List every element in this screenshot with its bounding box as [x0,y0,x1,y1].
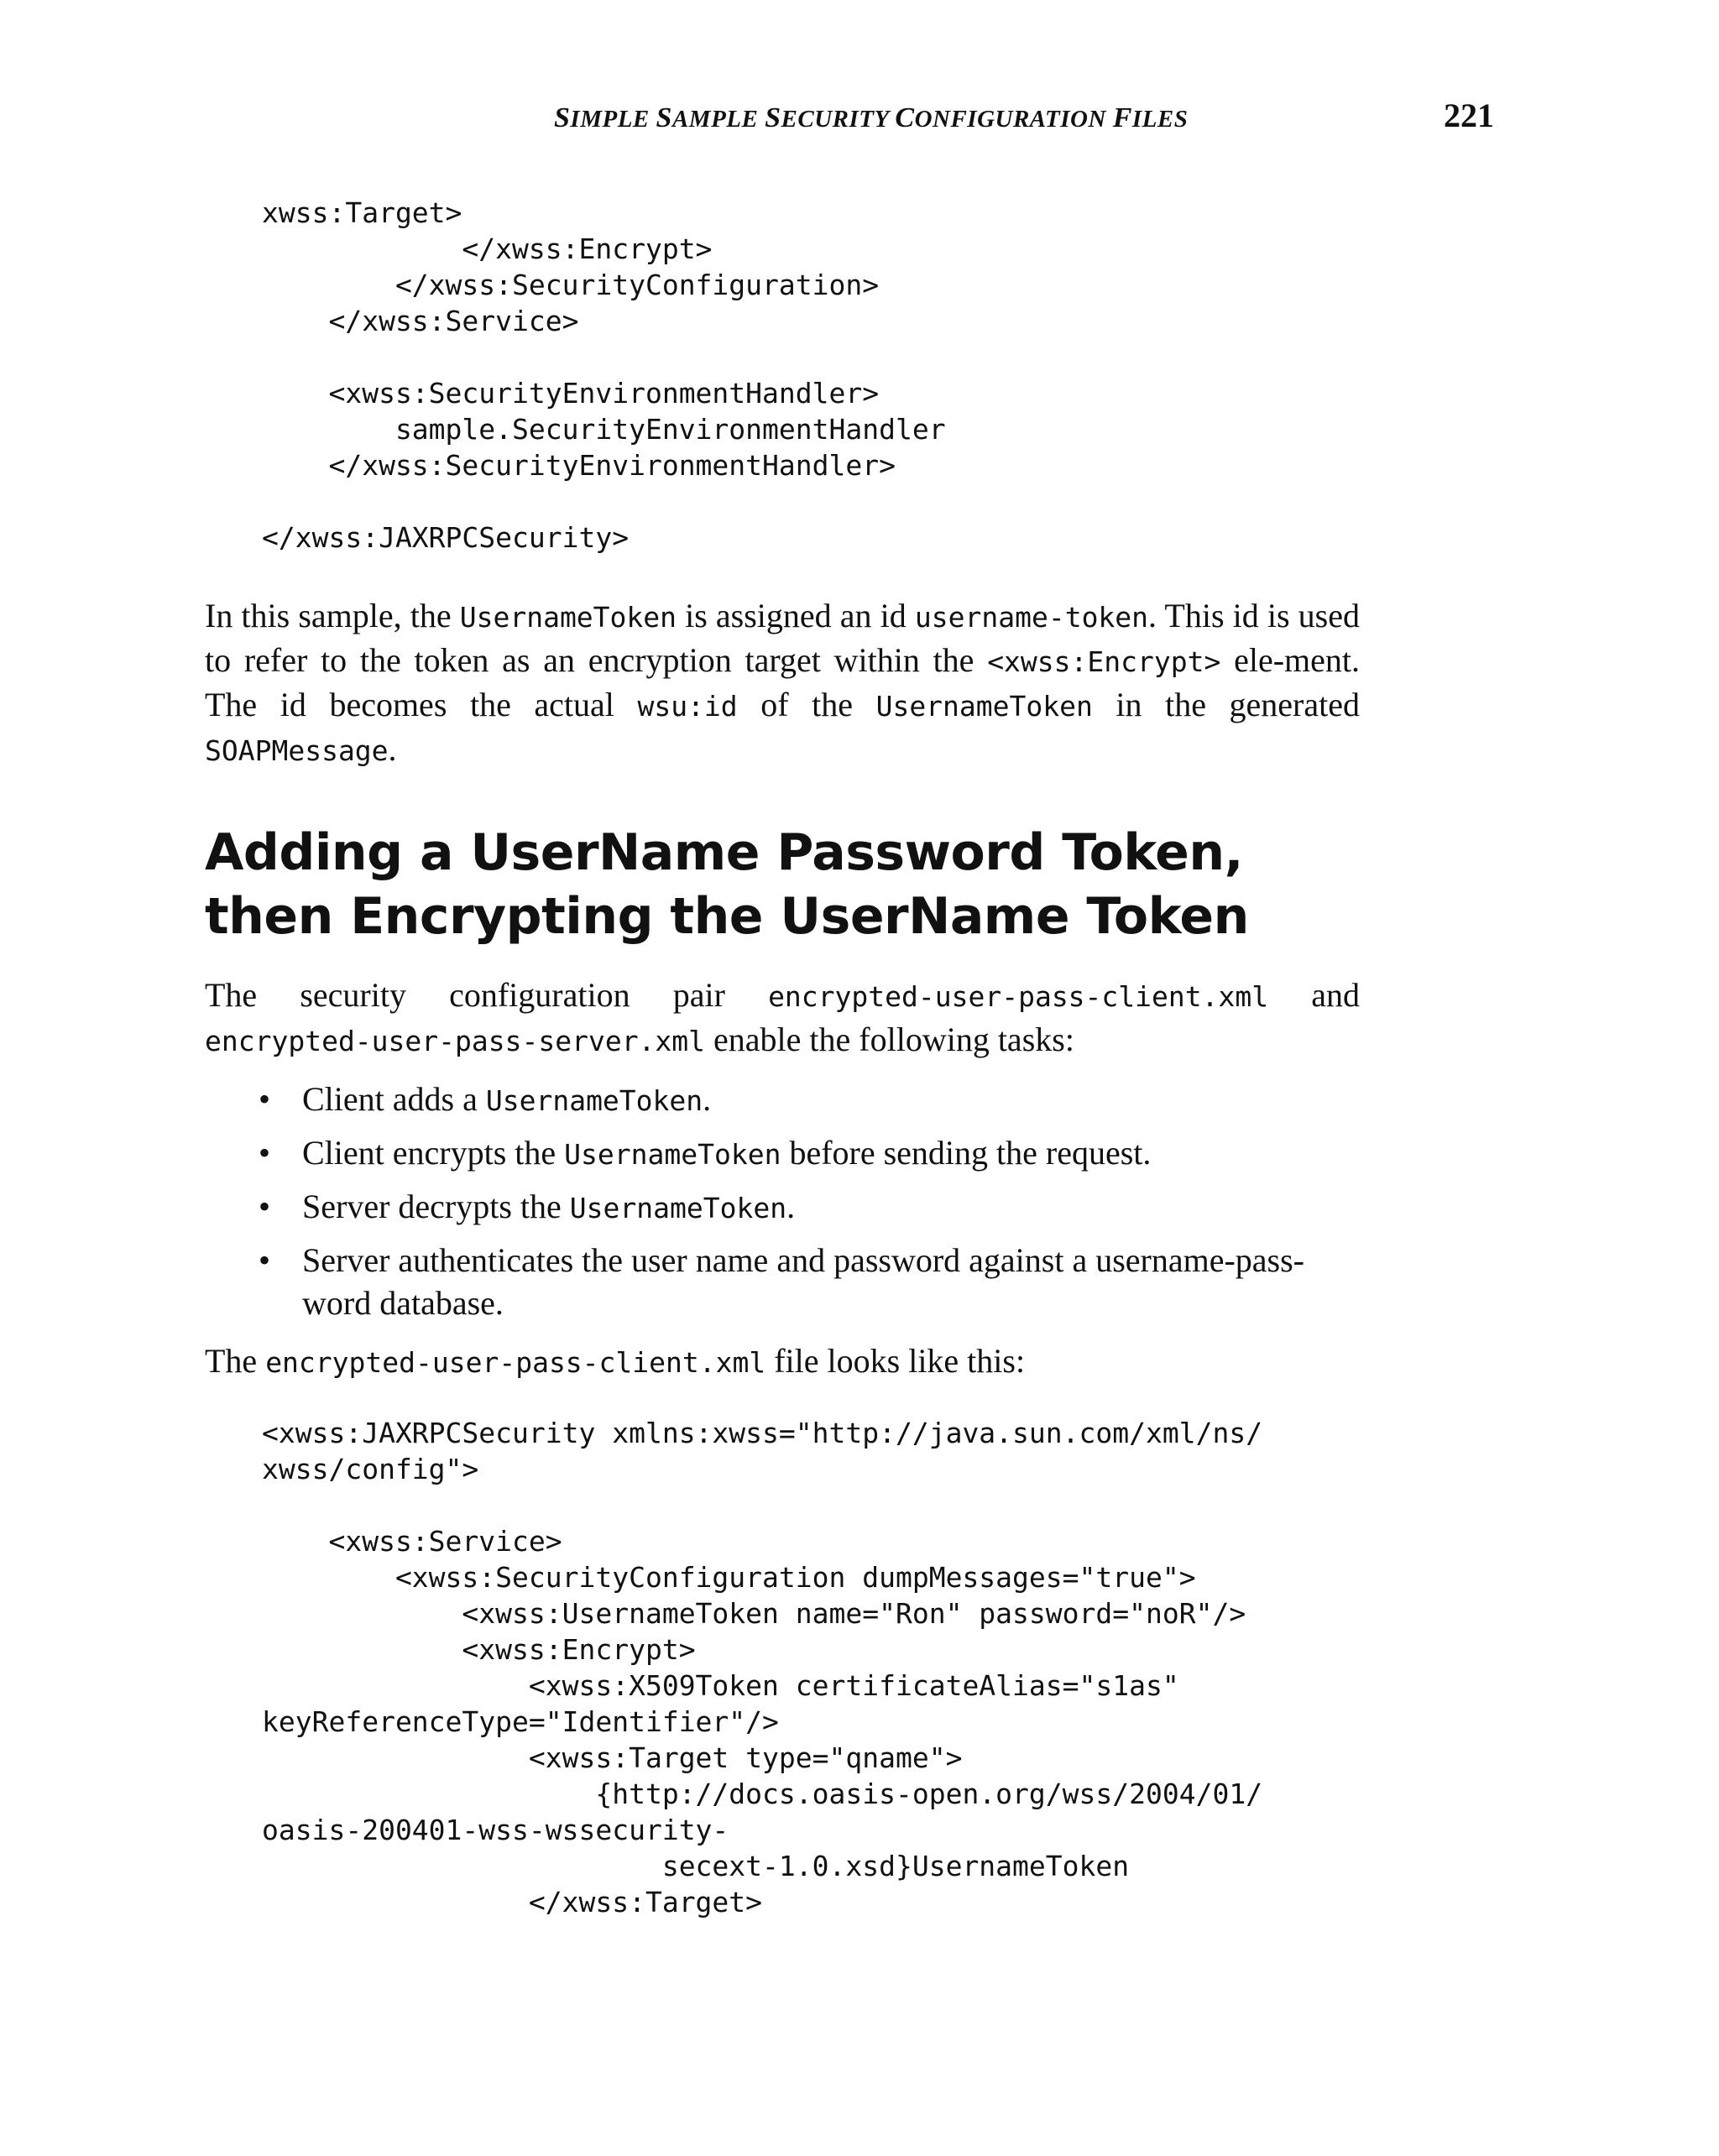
inline-code: UsernameToken [875,690,1093,723]
code-listing-client-xml [262,1415,1262,1920]
text-run: Client encrypts the [302,1134,565,1172]
code-line: <xwss:SecurityConfiguration dumpMessages="true"> [262,1561,1196,1594]
code-line: </xwss:SecurityEnvironmentHandler> [262,449,896,482]
text-run: in the generated [1092,686,1360,723]
text-run: . [703,1080,712,1118]
text-run: file looks like this: [765,1342,1026,1380]
task-list-item [252,1131,1360,1176]
bullet-marker: • [259,1188,271,1225]
inline-code: wsu:id [637,690,738,723]
code-line: {http://docs.oasis-open.org/wss/2004/01/ [262,1778,1263,1810]
code-line: xwss:Target> [262,196,462,229]
inline-code: username-token [914,601,1149,634]
code-line: </xwss:Service> [262,305,579,337]
text-run: is assigned an id [677,597,915,634]
text-run: ele-ment. The id becomes the actual [205,641,1361,723]
bullet-marker: • [259,1080,271,1118]
text-run: The security configuration pair [205,976,769,1014]
code-listing-top [262,195,946,556]
text-run: The [205,1342,266,1380]
code-line: <xwss:JAXRPCSecurity xmlns:xwss="http://java.sun.com/xml/ns/ [262,1417,1263,1449]
running-title-rest: ONFIGURATION [914,106,1113,133]
inline-code: UsernameToken [485,1084,703,1117]
task-list-item [252,1239,1360,1324]
page-number: 221 [1444,97,1494,134]
text-run: . This id is used to refer to the token as an encryption target within the [205,597,1360,679]
inline-code: UsernameToken [569,1192,787,1224]
running-title-initial: F [1112,102,1132,133]
code-line: <xwss:Encrypt> [262,1633,696,1666]
inline-code: SOAPMessage [205,734,389,767]
code-line: </xwss:JAXRPCSecurity> [262,521,630,554]
code-line: </xwss:Encrypt> [262,232,713,265]
code-line: <xwss:Target type="qname"> [262,1741,963,1774]
task-list [252,1078,1360,1334]
inline-code: encrypted-user-pass-client.xml [768,980,1269,1013]
running-title-rest: ECURITY [781,106,896,133]
bullet-marker: • [259,1134,271,1172]
inline-code: encrypted-user-pass-server.xml [205,1025,706,1057]
text-run: Server decrypts the [302,1188,570,1225]
text-run: before sending the request. [781,1134,1152,1172]
running-title-initial: S [554,102,571,133]
text-run: of the [737,686,876,723]
code-line: sample.SecurityEnvironmentHandler [262,413,946,446]
inline-code: UsernameToken [459,601,677,634]
running-title-rest: IMPLE [570,106,656,133]
inline-code: UsernameToken [564,1138,781,1171]
paragraph-username-token-id [205,594,1360,772]
task-list-item [252,1078,1360,1122]
code-line: keyReferenceType="Identifier"/> [262,1705,779,1738]
code-line: oasis-200401-wss-wssecurity- [262,1814,729,1846]
running-title [554,102,1188,134]
paragraph-config-pair [205,974,1360,1062]
text-run: and [1268,976,1360,1014]
bullet-marker: • [259,1241,271,1279]
inline-code: <xwss:Encrypt> [987,645,1221,678]
text-run: Server authenticates the user name and password against a username-pass-word database. [302,1241,1305,1322]
text-run: In this sample, the [205,597,460,634]
running-title-rest: AMPLE [671,106,765,133]
running-title-initial: C [895,102,915,133]
code-line: <xwss:Service> [262,1525,562,1558]
code-line: secext-1.0.xsd}UsernameToken [262,1850,1130,1882]
code-line: </xwss:SecurityConfiguration> [262,269,880,301]
task-list-item [252,1185,1360,1229]
paragraph-client-file-intro [205,1339,1360,1384]
code-line: </xwss:Target> [262,1886,763,1918]
code-line: <xwss:X509Token certificateAlias="s1as" [262,1669,1179,1702]
section-heading: Adding a UserName Password Token, then Encrypting the UserName Token [205,823,1249,946]
text-run: . [786,1188,796,1225]
running-title-initial: S [765,102,781,133]
code-line: xwss/config"> [262,1453,479,1485]
inline-code: encrypted-user-pass-client.xml [265,1346,766,1379]
running-title-rest: ILES [1131,106,1189,133]
text-run: enable the following tasks: [705,1021,1074,1058]
text-run: Client adds a [302,1080,486,1118]
text-run: . [388,730,397,768]
code-line: <xwss:SecurityEnvironmentHandler> [262,377,880,410]
running-title-initial: S [656,102,672,133]
running-head [0,97,1719,144]
code-line: <xwss:UsernameToken name="Ron" password="noR"/> [262,1597,1246,1630]
